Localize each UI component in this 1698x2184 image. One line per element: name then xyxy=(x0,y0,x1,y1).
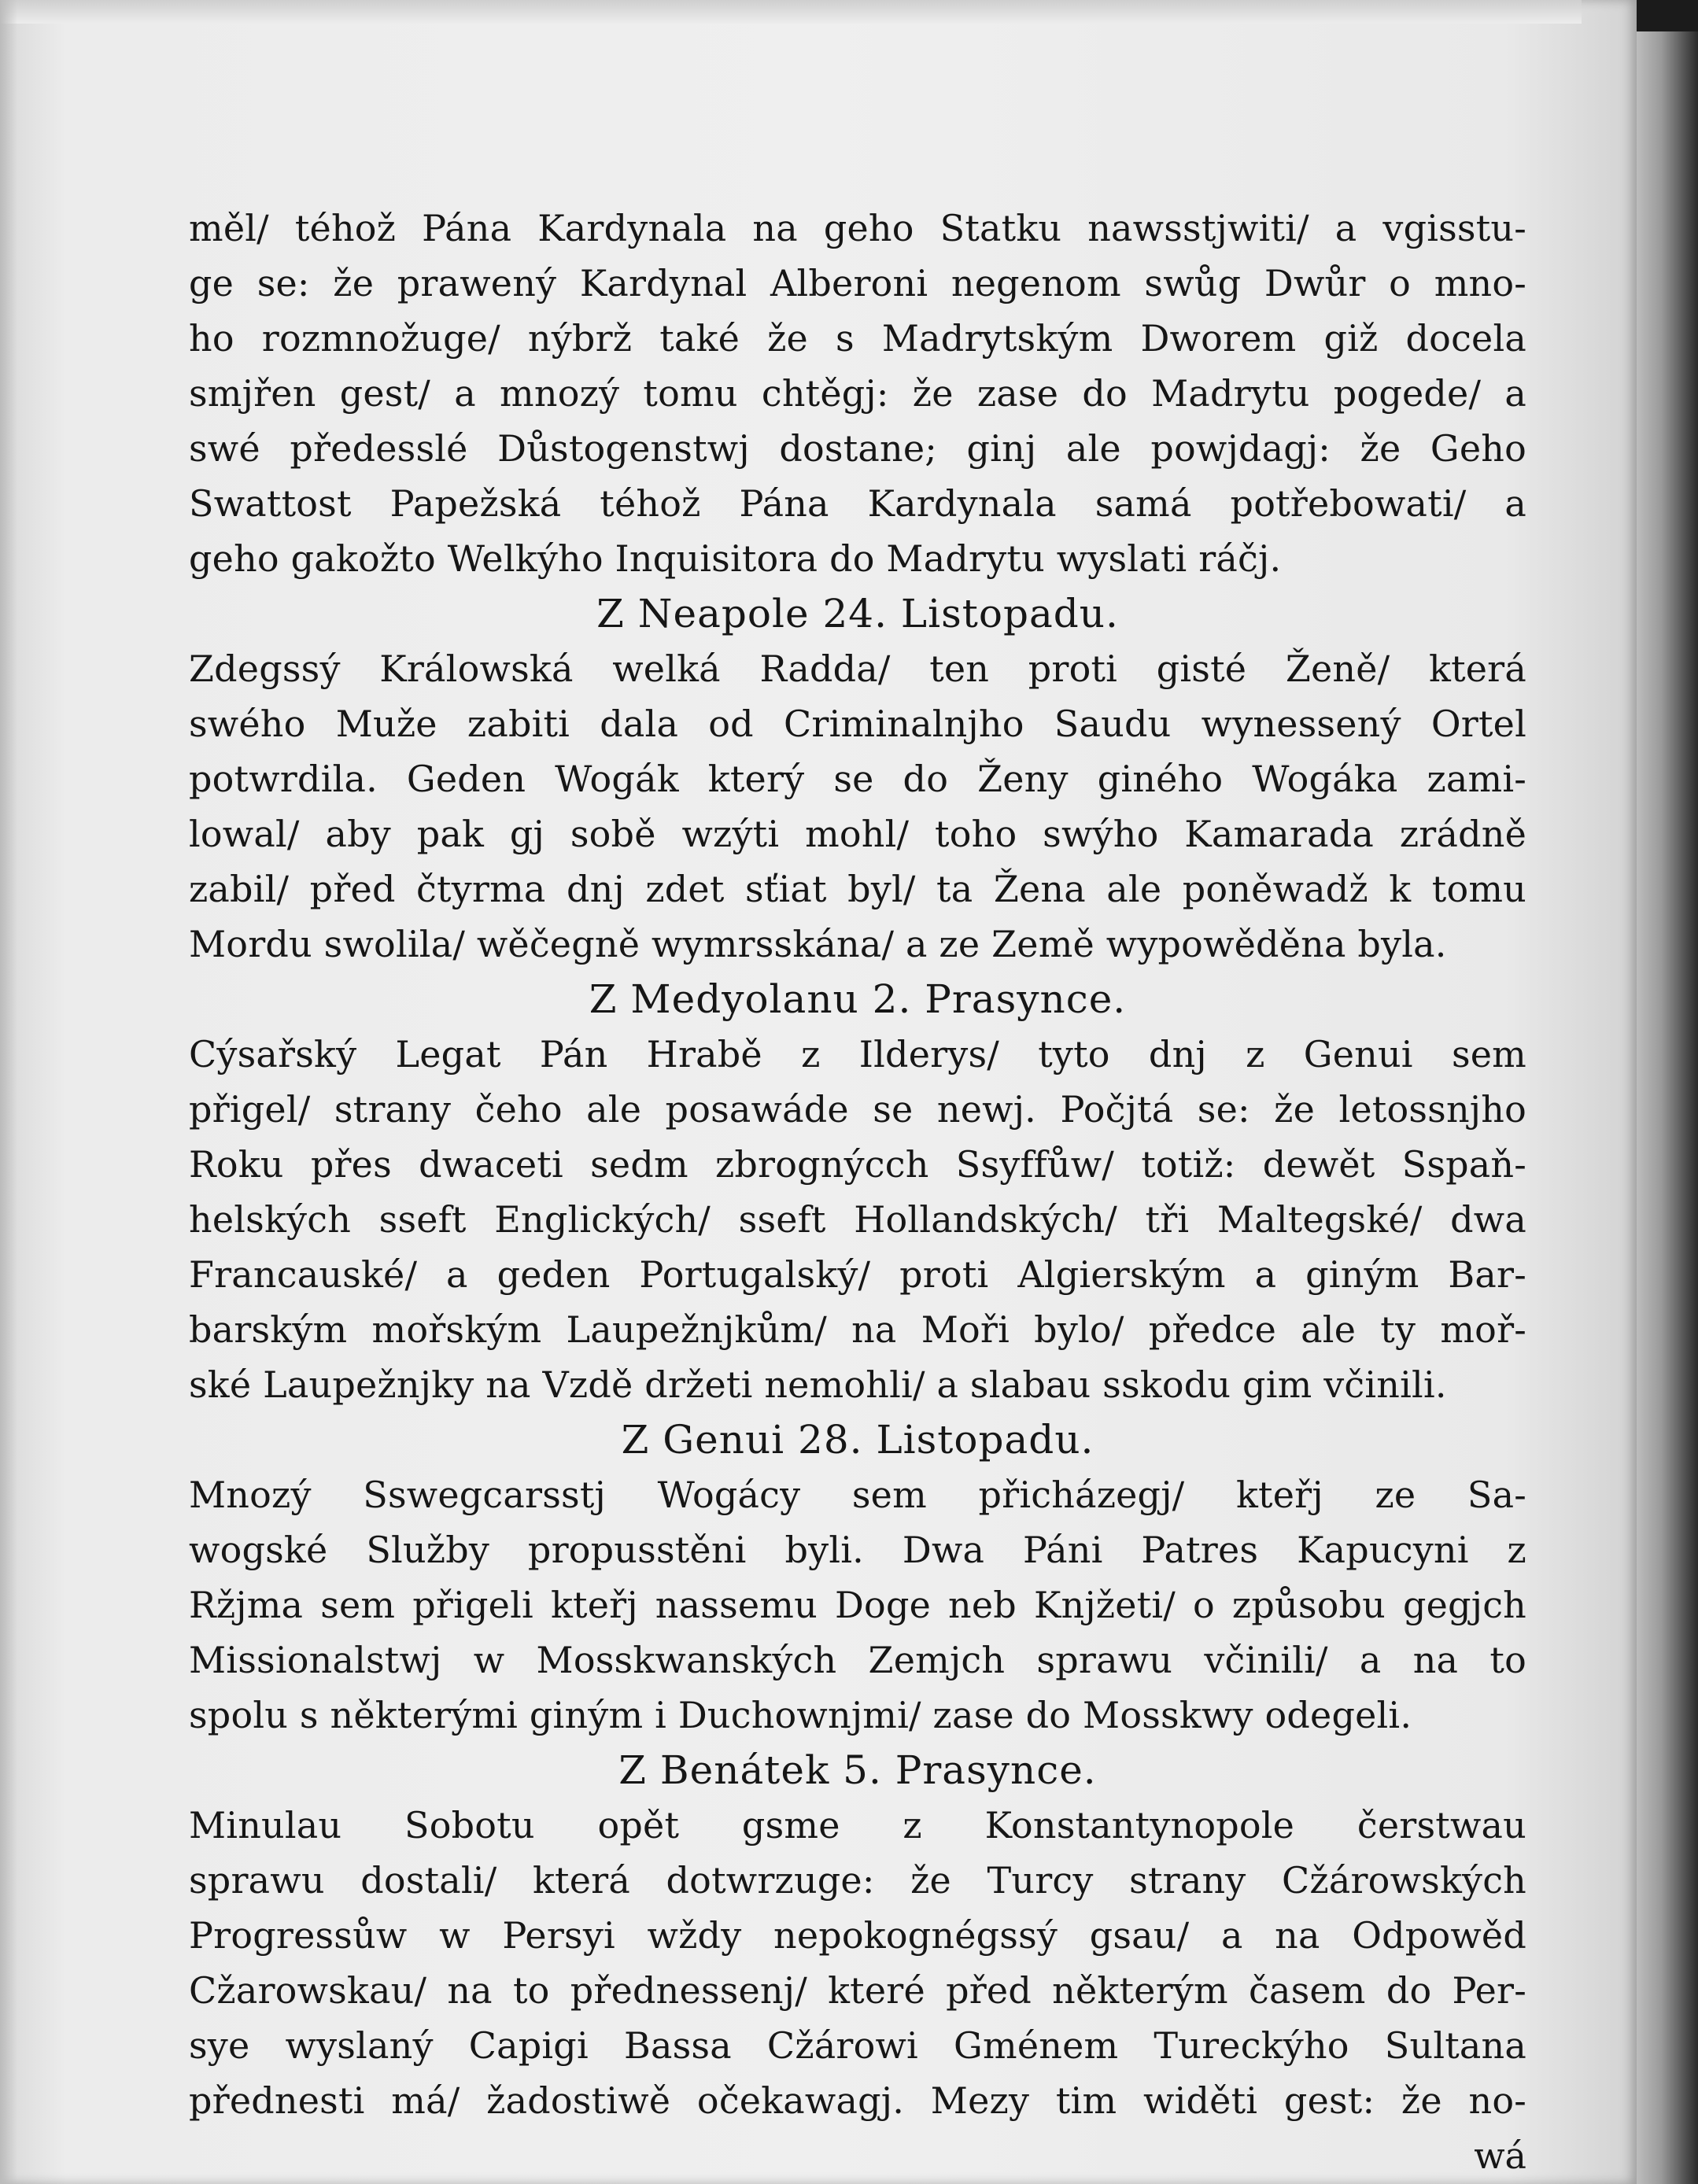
text-line: Cýsařský Legat Pán Hrabě z Ilderys/ tyto dnj z Genui sem xyxy=(189,1033,1526,1075)
text-line: Progressůw w Persyi wždy nepokognégssý gsau/ a na Odpowěd xyxy=(189,1914,1526,1957)
text-line: ské Laupežnjky na Vzdě držeti nemohli/ a slabau sskodu gim včinili. xyxy=(189,1363,1447,1406)
text-line: Cžarowskau/ na to přednessenj/ které před některým časem do Per- xyxy=(189,1969,1526,2012)
text-line: Ržjma sem přigeli kteřj nassemu Doge neb Knjžeti/ o způsobu gegjch xyxy=(189,1584,1526,1626)
text-line: měl/ téhož Pána Kardynala na geho Statku nawsstjwiti/ a vgisstu- xyxy=(189,207,1526,249)
dateline-heading: Z Benátek 5. Prasynce. xyxy=(618,1747,1097,1793)
text-line: Mnozý Sswegcarsstj Wogácy sem přicházegj/ kteřj ze Sa- xyxy=(189,1474,1526,1516)
text-line: barským mořským Laupežnjkům/ na Moři bylo/ předce ale ty moř- xyxy=(189,1308,1526,1351)
text-line: sye wyslaný Capigi Bassa Cžárowi Gménem Tureckýho Sultana xyxy=(189,2024,1526,2067)
dateline-heading: Z Medyolanu 2. Prasynce. xyxy=(589,976,1127,1022)
text-line: Missionalstwj w Mosskwanských Zemjch sprawu včinili/ a na to xyxy=(189,1639,1526,1681)
text-line: ge se: že prawený Kardynal Alberoni negenom swůg Dwůr o mno- xyxy=(189,262,1526,304)
page-top-edge xyxy=(0,0,1582,24)
text-line: swého Muže zabiti dala od Criminalnjho Saudu wynessený Ortel xyxy=(189,703,1526,745)
text-line: wogské Služby propusstěni byli. Dwa Páni Patres Kapucyni z xyxy=(189,1529,1526,1571)
text-line: potwrdila. Geden Wogák který se do Ženy giného Wogáka zami- xyxy=(189,758,1526,800)
page-gutter-shadow xyxy=(0,0,17,2184)
text-line: lowal/ aby pak gj sobě wzýti mohl/ toho swýho Kamarada zrádně xyxy=(189,813,1526,855)
text-line: Mordu swolila/ wěčegně wymrsskána/ a ze Země wypowěděna byla. xyxy=(189,923,1447,965)
text-line: Roku přes dwaceti sedm zbrognýcch Ssyffůw/ totiž: dewět Sspaň- xyxy=(189,1143,1526,1186)
text-line: smjřen gest/ a mnozý tomu chtěgj: že zase do Madrytu pogede/ a xyxy=(189,372,1526,415)
text-line: geho gakožto Welkýho Inquisitora do Madrytu wyslati ráčj. xyxy=(189,537,1282,580)
text-line: zabil/ před čtyrma dnj zdet sťiat byl/ ta Žena ale poněwadž k tomu xyxy=(189,868,1526,910)
catchword: wá xyxy=(1474,2134,1526,2177)
text-line: swé předesslé Důstogenstwj dostane; ginj ale powjdagj: že Geho xyxy=(189,427,1526,470)
text-line: helských sseft Englických/ sseft Hollandských/ tři Maltegské/ dwa xyxy=(189,1198,1526,1241)
dateline-heading: Z Genui 28. Listopadu. xyxy=(621,1417,1094,1463)
text-line: Minulau Sobotu opět gsme z Konstantynopole čerstwau xyxy=(189,1804,1526,1846)
text-line: spolu s některými giným i Duchownjmi/ zase do Mosskwy odegeli. xyxy=(189,1694,1412,1736)
text-line: Zdegssý Králowská welká Radda/ ten proti gisté Ženě/ která xyxy=(189,647,1526,690)
book-spine-edge xyxy=(1637,31,1698,2184)
text-line: sprawu dostali/ která dotwrzuge: že Turcy strany Cžárowských xyxy=(189,1859,1526,1902)
dateline-heading: Z Neapole 24. Listopadu. xyxy=(596,591,1119,636)
text-line: Francauské/ a geden Portugalský/ proti Algierským a giným Bar- xyxy=(189,1253,1526,1296)
text-line: přigel/ strany čeho ale posawáde se newj. Počjtá se: že letossnjho xyxy=(189,1088,1526,1131)
text-line: ho rozmnožuge/ nýbrž také že s Madrytským Dworem giž docela xyxy=(189,317,1526,360)
page-text-block xyxy=(189,201,1526,2183)
text-line: Swattost Papežská téhož Pána Kardynala samá potřebowati/ a xyxy=(189,482,1526,525)
text-line: přednesti má/ žadostiwě očekawagj. Mezy tim widěti gest: že no- xyxy=(189,2079,1526,2122)
